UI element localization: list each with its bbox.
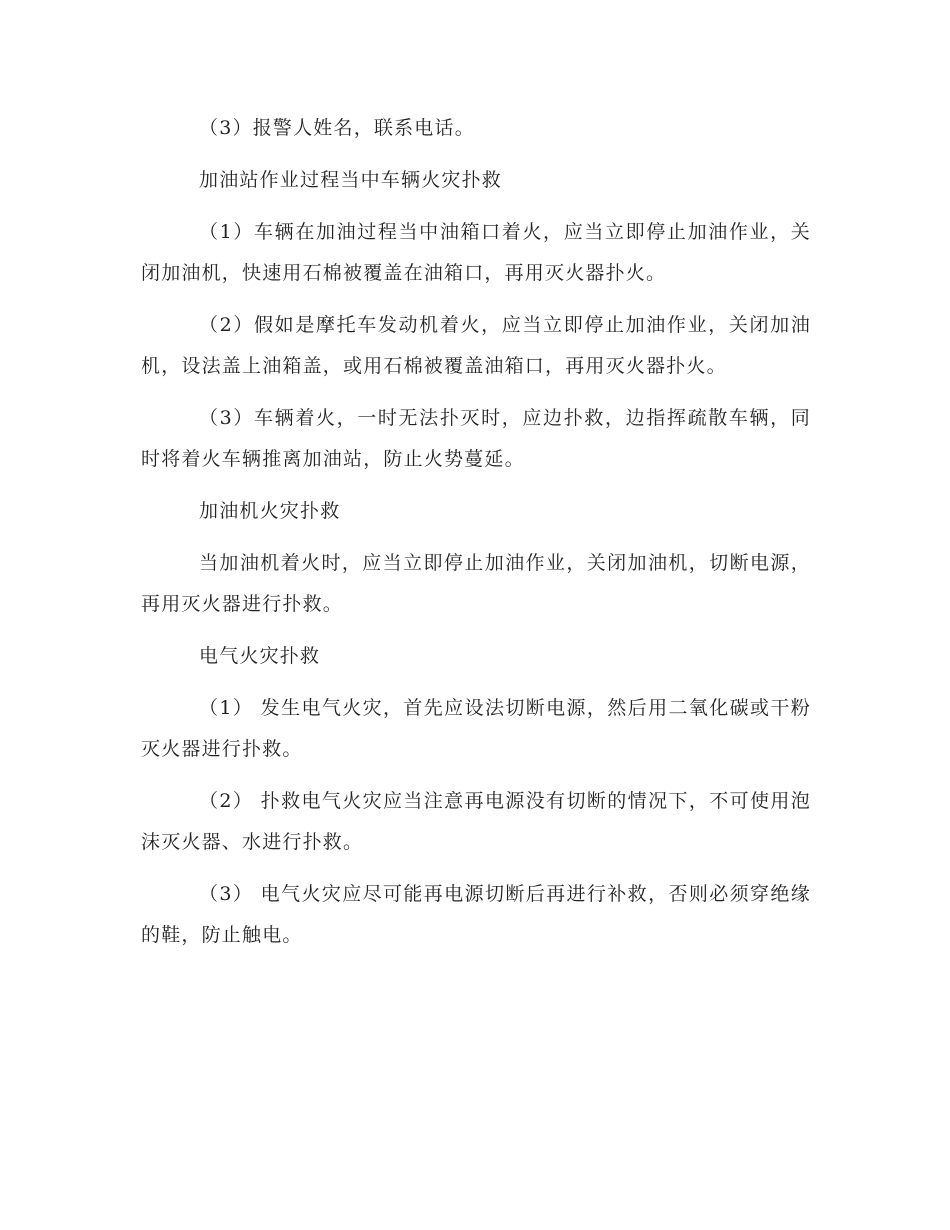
document-body [141, 108, 811, 967]
paragraph-vehicle-fire-2: （2）假如是摩托车发动机着火，应当立即停止加油作业，关闭加油机，设法盖上油箱盖，或用石棉被覆盖油箱口，再用灭火器扑火。 [141, 314, 811, 377]
paragraph-alarm-contact: （3）报警人姓名，联系电话。 [199, 117, 475, 139]
section-heading-dispenser-fire: 加油机火灾扑救 [199, 500, 341, 522]
paragraph-electrical-fire-1: （1） 发生电气火灾，首先应设法切断电源，然后用二氧化碳或干粉灭火器进行扑救。 [141, 697, 811, 760]
section-heading-electrical-fire: 电气火灾扑救 [199, 645, 321, 667]
section-heading-vehicle-fire: 加油站作业过程当中车辆火灾扑救 [199, 169, 503, 191]
paragraph-vehicle-fire-1: （1）车辆在加油过程当中油箱口着火，应当立即停止加油作业，关闭加油机，快速用石棉被覆盖在油箱口，再用灭火器扑火。 [141, 221, 811, 284]
paragraph-dispenser-fire: 当加油机着火时，应当立即停止加油作业，关闭加油机，切断电源，再用灭火器进行扑救。 [141, 552, 811, 615]
paragraph-electrical-fire-3: （3） 电气火灾应尽可能再电源切断后再进行补救，否则必须穿绝缘的鞋，防止触电。 [141, 883, 811, 946]
paragraph-electrical-fire-2: （2） 扑救电气火灾应当注意再电源没有切断的情况下，不可使用泡沫灭火器、水进行扑救。 [141, 790, 811, 853]
paragraph-vehicle-fire-3: （3）车辆着火，一时无法扑灭时，应边扑救，边指挥疏散车辆，同时将着火车辆推离加油站，防止火势蔓延。 [141, 407, 811, 470]
